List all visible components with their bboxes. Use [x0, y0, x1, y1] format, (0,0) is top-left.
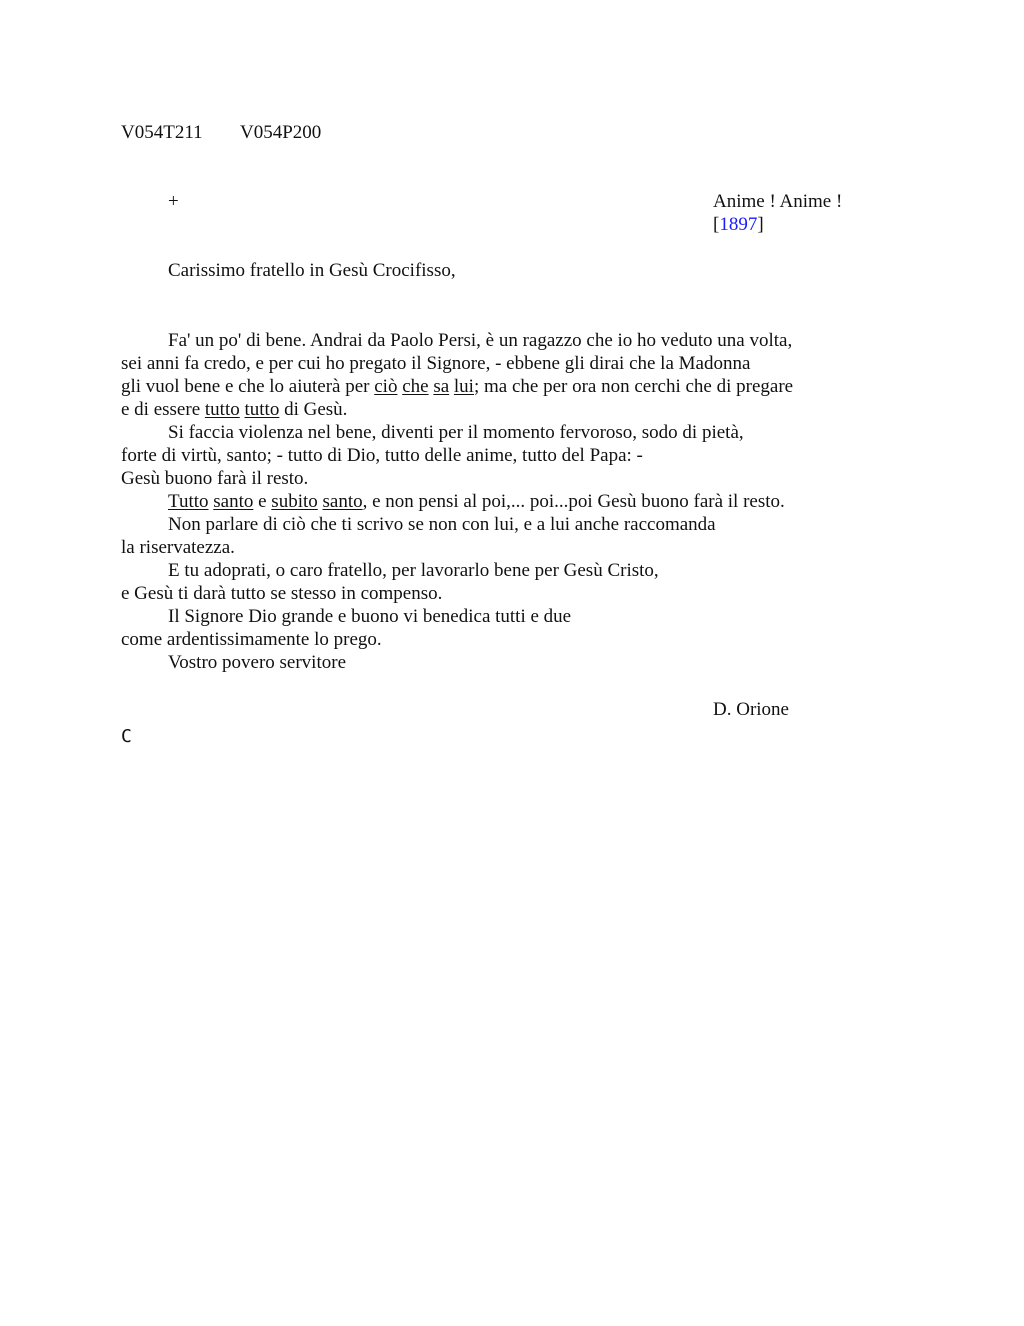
text-run: e [253, 491, 272, 512]
underlined-text: ciò [374, 376, 398, 397]
body-line [168, 513, 716, 536]
text-run: la riservatezza. [121, 537, 235, 558]
text-run: E tu adoprati, o caro fratello, per lavorarlo bene per Gesù Cristo, [168, 560, 659, 581]
body-line [121, 375, 793, 398]
underlined-text: sa [433, 376, 450, 397]
text-run: Gesù buono farà il resto. [121, 468, 309, 489]
body-line [121, 467, 308, 490]
body-line [121, 582, 442, 605]
text-run: come ardentissimamente lo prego. [121, 629, 382, 650]
document-code-t: V054T211 [121, 122, 203, 143]
body-line [168, 490, 785, 513]
motto: Anime ! Anime ! [713, 191, 843, 212]
underlined-text: subito [271, 491, 318, 512]
document-code-p: V054P200 [240, 122, 322, 143]
footer-mark: C [121, 726, 132, 747]
text-run: ; ma che per ora non cerchi che di pregare [473, 376, 794, 397]
text-run: Non parlare di ciò che ti scrivo se non con lui, e a lui anche raccomanda [168, 514, 716, 535]
body-line [168, 421, 744, 444]
text-run: Si faccia violenza nel bene, diventi per il momento fervoroso, sodo di pietà, [168, 422, 744, 443]
text-run: Vostro povero servitore [168, 652, 347, 673]
text-run: di Gesù. [279, 399, 348, 420]
text-run: , e non pensi al poi,... poi...poi Gesù buono farà il resto. [362, 491, 785, 512]
text-run: Il Signore Dio grande e buono vi benedica tutti e due [168, 606, 572, 627]
salutation: Carissimo fratello in Gesù Crocifisso, [168, 260, 456, 281]
signature: D. Orione [713, 699, 789, 720]
date-bracket-close: ] [757, 214, 764, 235]
body-line [121, 352, 750, 375]
underlined-text: Tutto [168, 491, 209, 512]
text-run: Fa' un po' di bene. Andrai da Paolo Persi, è un ragazzo che io ho veduto una volta, [168, 330, 793, 351]
body-line [168, 651, 346, 674]
text-run: forte di virtù, santo; - tutto di Dio, tutto delle anime, tutto del Papa: - [121, 445, 643, 466]
text-run: gli vuol bene e che lo aiuterà per [121, 376, 375, 397]
date [713, 213, 764, 236]
body-line [121, 444, 643, 467]
underlined-text: tutto [244, 399, 280, 420]
underlined-text: che [402, 376, 429, 397]
body-line [121, 536, 235, 559]
text-run: sei anni fa credo, e per cui ho pregato il Signore, - ebbene gli dirai che la Madonna [121, 353, 751, 374]
body-line [121, 398, 347, 421]
body-line [168, 605, 571, 628]
underlined-text: santo [322, 491, 363, 512]
underlined-text: tutto [204, 399, 240, 420]
underlined-text: lui [453, 376, 474, 397]
body-line [121, 628, 382, 651]
text-run: e Gesù ti darà tutto se stesso in compenso. [121, 583, 443, 604]
underlined-text: santo [213, 491, 254, 512]
date-year-link[interactable]: 1897 [719, 214, 758, 235]
text-run: e di essere [121, 399, 205, 420]
body-line [168, 329, 792, 352]
date-bracket-open: [ [713, 214, 720, 235]
cross-symbol: + [168, 191, 179, 212]
body-line [168, 559, 659, 582]
